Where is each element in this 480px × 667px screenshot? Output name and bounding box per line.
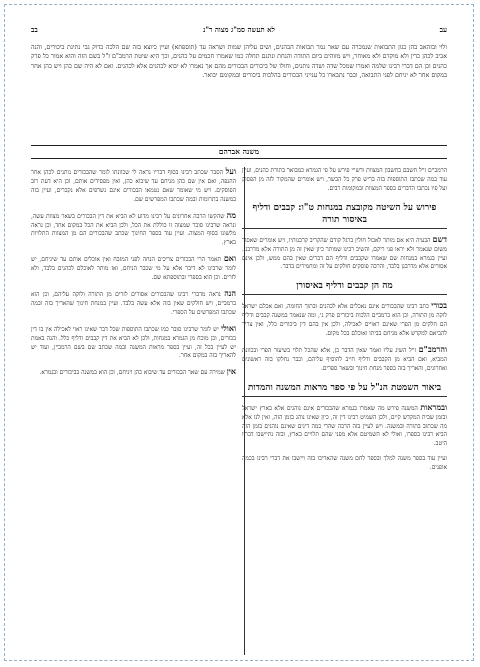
lead-word: ועל bbox=[225, 167, 236, 176]
paragraph-text: ז"ל השיג עליו ואמר שאין הדבר כן, אלא שהכל תלוי בשיעור הפרי ובכוונת המביא, ואם הביא מן הקבבים ודליף חייב להוסיף עליהם, וכבר נחלקו בזה ראשונים ואחרונים, והאריך בזה בספר מנחת חינוך ובשאר ספרים. bbox=[242, 347, 447, 372]
paragraph bbox=[31, 367, 236, 378]
lead-word: ובמראות bbox=[420, 401, 447, 412]
paragraph-text: המשנה פירש מה שאמרו בגמרא שהבכורים אינם נוהגים אלא בארץ ישראל ובזמן שבית המקדש קיים, ולכן השמיט רבינו דין זה, כיון שאינו נוהג בזמן הזה, ואין לנו אלא מה שכתוב בתורה ובמשנה. ויש לעיין בזה הרבה שהרי כמה דינים שאינם נוהגים בזמן הזה הביא רבינו בספרו, ואולי לא השמיטם אלא מפני שהם תלויים בארץ, ובזה נתיישבו דבריו היטב. bbox=[242, 405, 447, 448]
paragraph-text: הבעיה היא אם מותר לאכול חולין ברגל קודם שהקריב קרבנותיו, ויש אומרים שאסור משום שנאמר ולא יראו פני ריקם, והשיב רבינו שמותר כיון שאין זה מן התורה אלא מדרבנן. ועיין בגמרא במנחות שם שאמרו שקבבים ודליף הם דברים שאין בהם ממש, ולכן אינם אסורים אלא מדרבנן בלבד, והרבה פוסקים חולקים על זה ומחמירים בדבר. bbox=[242, 237, 447, 271]
paragraph bbox=[242, 403, 447, 450]
paragraph bbox=[31, 211, 236, 249]
lead-word: ואולי bbox=[220, 322, 236, 333]
commentary-title: משנה אברהם bbox=[31, 145, 447, 159]
paragraph: הרמב"ם ז"ל חשבם בחשבון המצוות ורש"י פירש על פי הגמרא כמבואר בתורת כהנים, ועיין עוד במה שכתבו התוספות בזה בריש פרק כל הבשר, ויש אומרים שהמקור לזה מן הפסוק ועל פיו נכתבו הדברים בספר המצוות ובמקומות רבים. bbox=[242, 168, 447, 192]
lead-word: דשם bbox=[432, 233, 447, 244]
column-divider bbox=[244, 167, 245, 655]
paragraph: ועיין עוד בספר משנה למלך ובספר לחם משנה שהאריכו בזה ויישבו את דברי רבינו בכמה אופנים. bbox=[242, 456, 447, 472]
paragraph bbox=[242, 301, 447, 339]
paragraph-text: תאמר הרי הבכורים צריכים הנחה לפני המזבח ואין אוכלים אותם עד שיניחם, יש לומר שרבינו לא דיבר אלא על מי שכבר הניחם, ואז מותר לאוכלם לכהנים בלבד, ולא לזרים. וכן הוא בספרי ובתוספתא שם. bbox=[31, 257, 236, 282]
page bbox=[4, 4, 474, 661]
commentary-column-right bbox=[242, 167, 447, 655]
paragraph-text: שמירה עם שאר הבכורים עד שיבוא כהן ויניחם, וכן הוא במשנה בביכורים ובגמרא. bbox=[39, 370, 225, 377]
paragraph bbox=[31, 324, 236, 362]
paragraph bbox=[242, 235, 447, 273]
section-heading: ביאור השמטת הנ"ל על פי ספר מראות המשנה והמדות bbox=[242, 382, 447, 397]
page-content bbox=[31, 25, 447, 646]
paragraph-text: הסבר שכתב רבינו בסוף דבריו נראה לי שכוונתו לומר שהבכורים נותנים לכהן אחר ההנפה, ואם אין שם כהן מניחם עד שיבוא כהן, ואין מפסידים אותם, וכן היא דעת רוב הפוסקים. ויש מי שאומר שאם נטמאו הבכורים אינם נשרפים אלא נקברים, ועיין בזה במשנה בתרומות ובמה שכתבו המפרשים שם. bbox=[31, 170, 236, 203]
main-text-block: ולוי ובזהאב בהן כגון התבואות שנמכרה עם שאר גמר תבואות הבהנים, ושים עליהן שמות ושראה עד (תוספתא) ועיין כיוצא בזה שם הלכה כדוק גבי נתינת ביכורים, והנה אביב לכהן כדין ולא מוקדם ולא מאוחר, ויש מזוהים ביום התודה והנחת ונתנם תחלה כמו שאמרו חכמים על כהנים, וכך היא שיטת הרמב"ם ז"ל בשם הזה והוא אמור כל פרק כהנים וכן הם דברי רבינו שלמה ואמרו שמכל שדה ושדה נותנים, וחולו של ביכורים הבכורים מהם אך נאמרו לא יבוא לכהנים אלא לכהנים. ואם לא היה שם כהן ויש כהן אחר במקום אחר לא יניחם לפני התבואה, וכבר נתבארו כל ענייני הבכורים בהלכות ביכורים ובמקומם יבואר. bbox=[31, 44, 447, 80]
lead-word: הנה bbox=[224, 287, 236, 298]
section-heading: פירוש על השיטה מקובצת במנחות ט"ו: קבבים ודליף באיסור תורה bbox=[242, 202, 447, 229]
commentary-column-left bbox=[31, 167, 236, 655]
paragraph-text: יש לומר שרבינו סובר כמו שכתבו התוספות שכל דבר שאינו ראוי לאכילה אין בו דין בכורים, וכן מוכח מן הגמרא במנחות, ולכן לא הביא את דין קבבים ודליף כלל. והנה באמת יש לעיין בכל זה, ועיין בספר מראות המשנה ובמה שכתב שם בשם הרמב"ן, ועוד יש להאריך בזה במקום אחר. bbox=[31, 326, 236, 360]
lead-word: בכורי bbox=[431, 300, 447, 311]
paragraph bbox=[242, 345, 447, 374]
paragraph bbox=[31, 289, 236, 318]
commentary-columns bbox=[31, 167, 447, 655]
lead-word: מה bbox=[226, 209, 236, 220]
page-number-left: בב bbox=[31, 25, 38, 34]
lead-word: והרמב"ם bbox=[418, 343, 447, 354]
paragraph-text: שהקשו הרבה אחרונים על רבינו מדוע לא הביא את דין הבכורים בשאר מצוות עשה, ונראה שרבינו סובר שמצוה זו כוללת את הכל, ולכן הביא את הכל במקום אחד, וכן נראה מלשונו בסוף המצוה. ועיין עוד בספר החינוך שכתב שהבכורים הם מן המצוות התלויות בארץ. bbox=[31, 213, 236, 247]
paragraph bbox=[31, 254, 236, 283]
paragraph bbox=[31, 167, 236, 205]
paragraph-text: נראה מדברי רבינו שהבכורים אסורים לזרים מן התורה ולוקה עליהם, וכן הוא ברמב"ם, ויש חולקים שאין בזה אלא עשה בלבד. ועיין במנחת חינוך שהאריך בזה ובמה שכתבו המפרשים על הספרי. bbox=[31, 291, 236, 316]
page-number-right: עב bbox=[439, 25, 447, 34]
section-heading: מה הן קבבים ודליף באיסורן bbox=[242, 280, 447, 295]
lead-word: ואם bbox=[223, 253, 236, 264]
lead-word: אין bbox=[226, 366, 236, 377]
page-header bbox=[31, 25, 447, 37]
paragraph-text: כתב רבינו שהבכורים אינם נאכלים אלא לכהנים ובתוך החומה, ואם אכלם ישראל לוקה מן התורה, וכן הוא ברמב"ם הלכות ביכורים פרק ג', ומה שנאמר במשנה קבבים ודליף הם חלקים מן הפרי שאינם ראויים לאכילה, ולכן אין בהם דין ביכורים כלל, ואין צריך להביאם למקדש אלא מניחם בביתו ואוכלם בכל מקום. bbox=[242, 304, 447, 338]
running-title: לא תעשה סמ"ג מצוה ר"נ bbox=[203, 25, 275, 34]
